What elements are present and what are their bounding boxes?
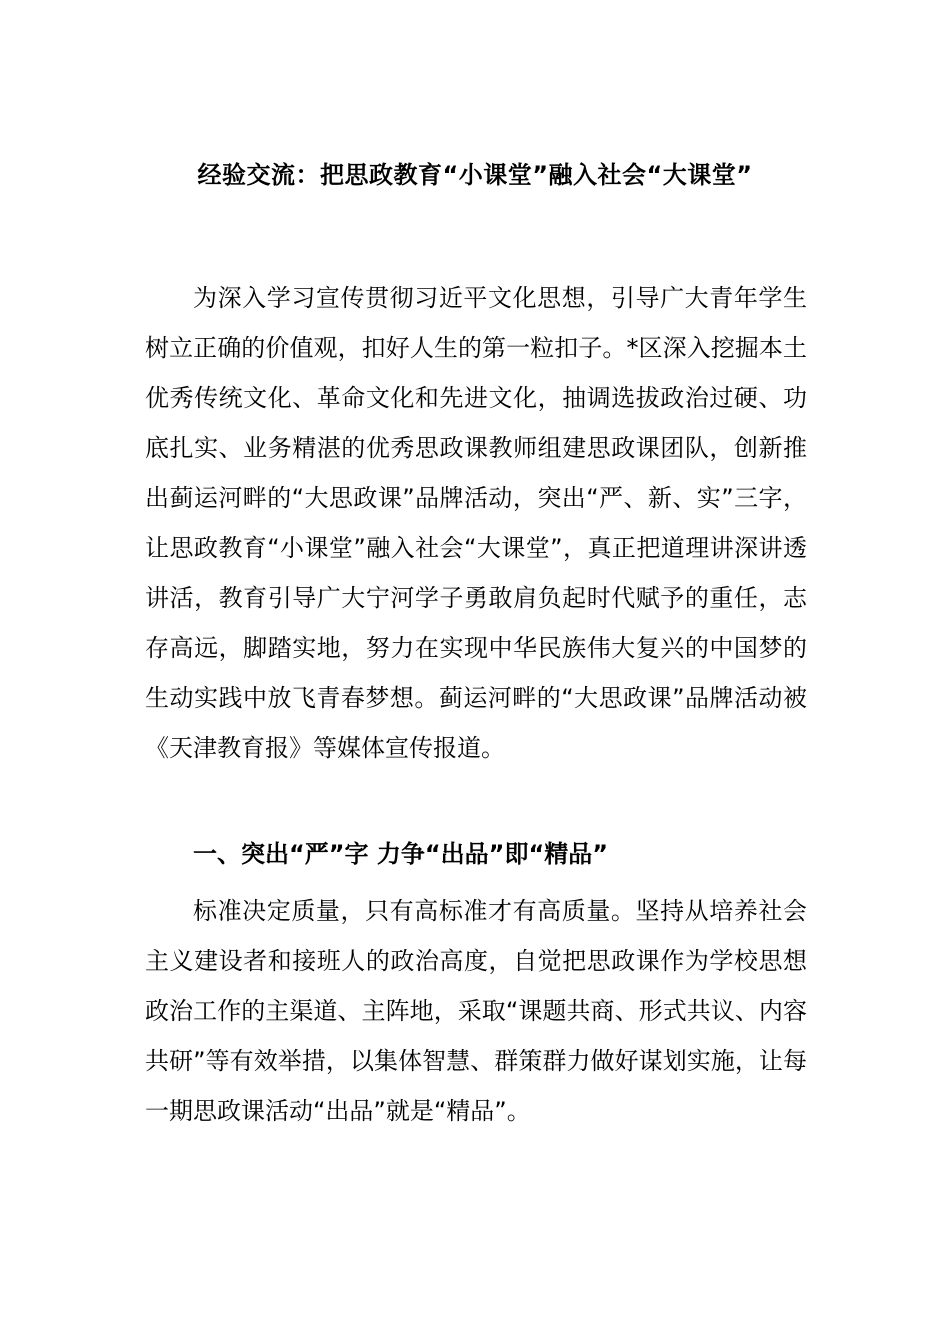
section-heading: 一、突出“严”字 力争“出品”即“精品”: [193, 840, 608, 868]
section-paragraph: 标准决定质量，只有高标准才有高质量。坚持从培养社会主义建设者和接班人的政治高度，自觉把思政课作为学校思想政治工作的主渠道、主阵地，采取“课题共商、形式共议、内容共研”等有效举措，以集体智慧、群策群力做好谋划实施，让每一期思政课活动“出品”就是“精品”。: [145, 897, 807, 1125]
intro-paragraph: 为深入学习宣传贯彻习近平文化思想，引导广大青年学生树立正确的价值观，扣好人生的第一粒扣子。*区深入挖掘本土优秀传统文化、革命文化和先进文化，抽调选拔政治过硬、功底扎实、业务精湛的优秀思政课教师组建思政课团队，创新推出蓟运河畔的“大思政课”品牌活动，突出“严、新、实”三字，让思政教育“小课堂”融入社会“大课堂”，真正把道理讲深讲透讲活，教育引导广大宁河学子勇敢肩负起时代赋予的重任，志存高远，脚踏实地，努力在实现中华民族伟大复兴的中国梦的生动实践中放飞青春梦想。蓟运河畔的“大思政课”品牌活动被《天津教育报》等媒体宣传报道。: [145, 284, 807, 762]
document-title: 经验交流：把思政教育“小课堂”融入社会“大课堂”: [197, 161, 753, 189]
